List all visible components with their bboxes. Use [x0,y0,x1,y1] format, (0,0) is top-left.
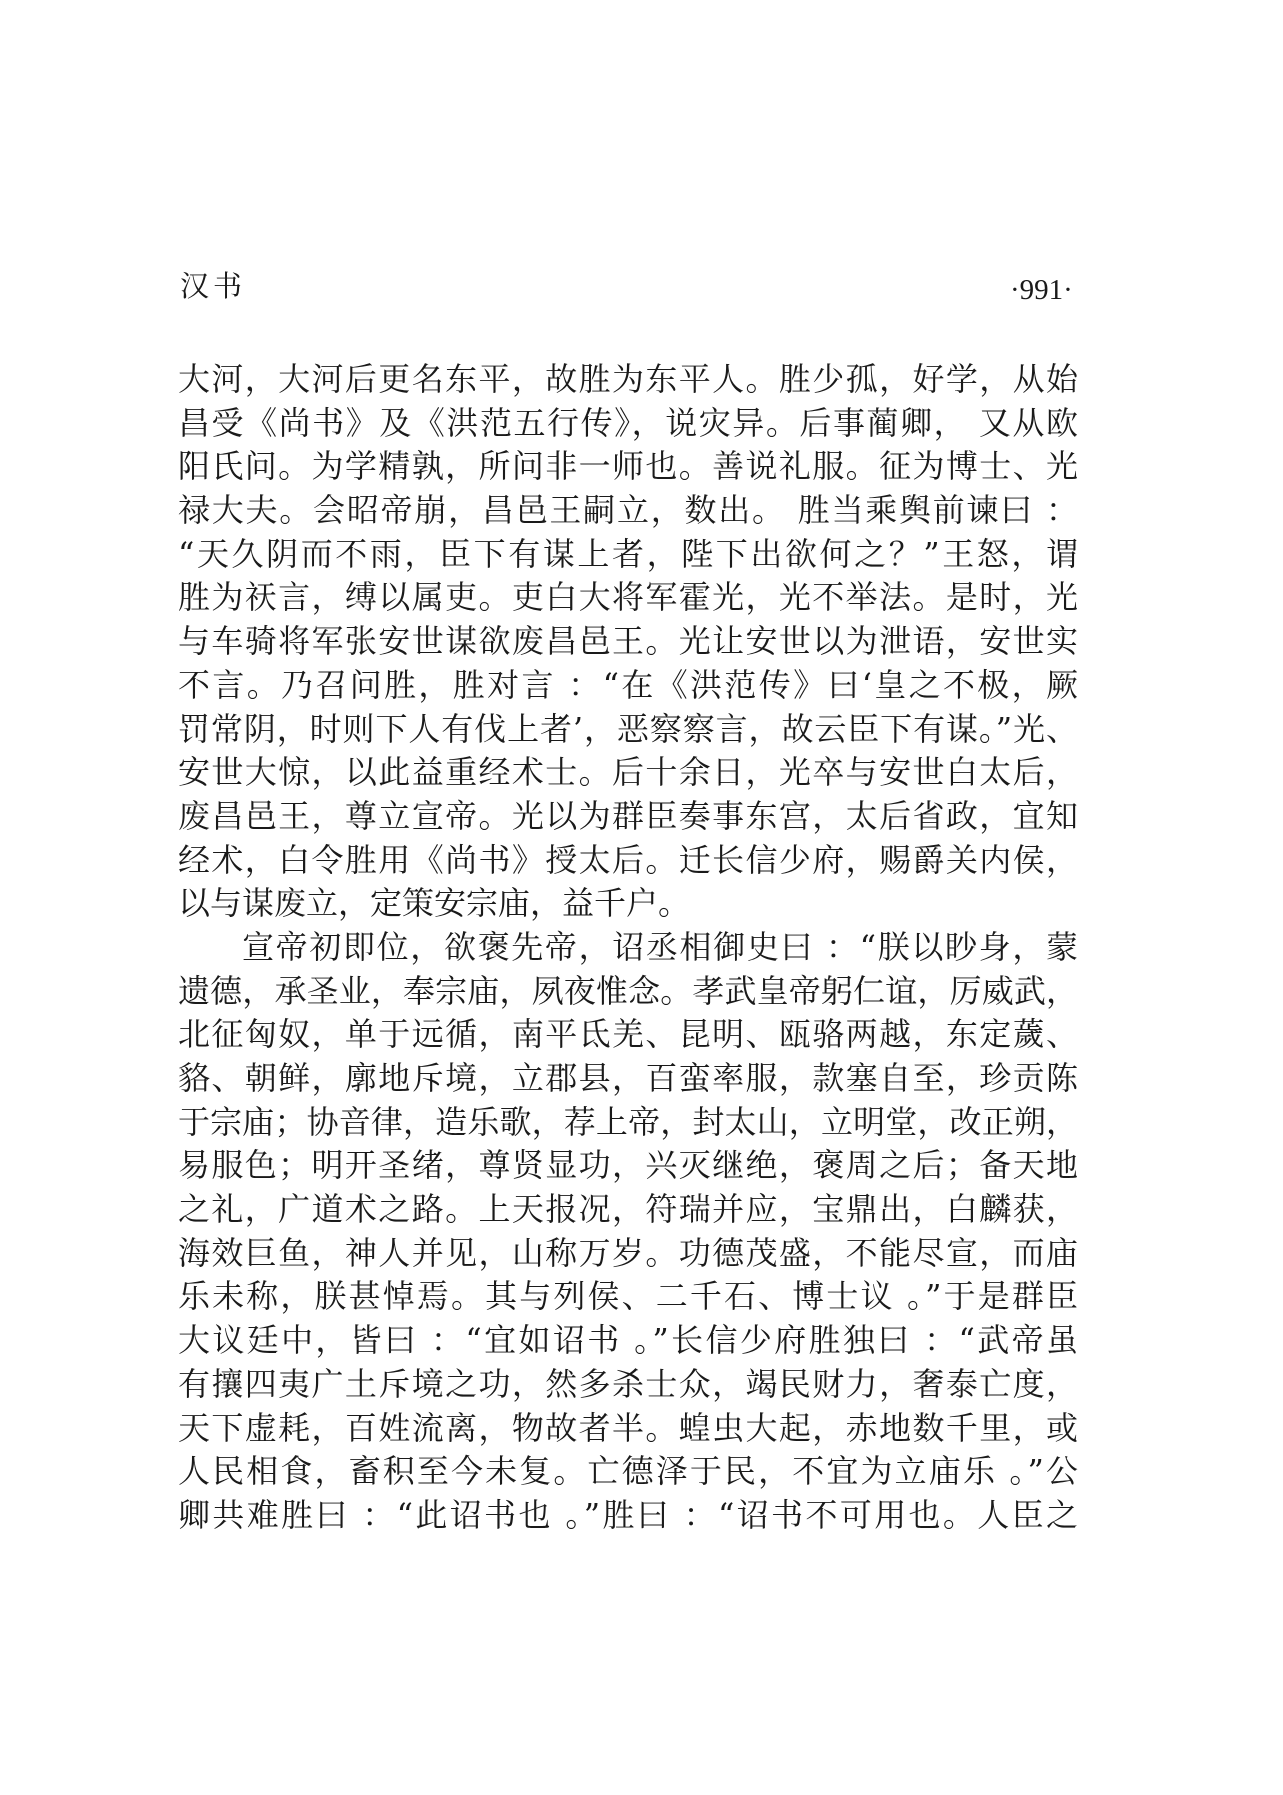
text-line: “天久阴而不雨，臣下有谋上者，陛下出欲何之？”王怒，谓 [178,534,1078,573]
text-line: 有攘四夷广土斥境之功，然多杀士众，竭民财力，奢泰亡度， [178,1364,1078,1403]
text-line: 禄大夫。会昭帝崩，昌邑王嗣立，数出。 胜当乘舆前谏曰 ： [178,491,1078,530]
page-number: ·991· [1010,274,1073,306]
text-line: 乐未称，朕甚悼焉。其与列侯、二千石、博士议 。”于是群臣 [178,1277,1078,1316]
text-line: 北征匈奴，单于远循，南平氐羌、昆明、瓯骆两越，东定薉、 [178,1015,1078,1054]
text-line: 以与谋废立，定策安宗庙，益千户。 [178,884,691,923]
running-head-title: 汉书 [180,269,247,303]
text-line: 安世大惊，以此益重经术士。后十余日，光卒与安世白太后， [178,753,1078,792]
text-line: 大议廷中，皆曰 ：“宜如诏书 。”长信少府胜独曰 ：“武帝虽 [178,1321,1078,1360]
text-line: 海效巨鱼，神人并见，山称万岁。功德茂盛，不能尽宣，而庙 [178,1233,1078,1272]
text-line: 于宗庙；协音律，造乐歌，荐上帝，封太山，立明堂，改正朔， [178,1102,1078,1141]
text-line: 貉、朝鲜，廓地斥境，立郡县，百蛮率服，款塞自至，珍贡陈 [178,1059,1078,1097]
text-line: 遗德，承圣业，奉宗庙，夙夜惟念。孝武皇帝躬仁谊，厉威武， [178,971,1078,1010]
paragraph-first-line: 宣帝初即位，欲褒先帝，诏丞相御史曰 ：“朕以眇身，蒙 [242,927,1078,966]
text-line: 易服色；明开圣绪，尊贤显功，兴灭继绝，褒周之后；备天地 [178,1146,1078,1185]
text-line: 天下虚耗，百姓流离，物故者半。蝗虫大起，赤地数千里，或 [178,1408,1078,1447]
text-line: 胜为祆言，缚以属吏。吏白大将军霍光，光不举法。是时，光 [178,578,1078,617]
text-line: 人民相食，畜积至今未复。亡德泽于民，不宜为立庙乐 。”公 [178,1452,1078,1491]
text-line: 昌受《尚书》及《洪范五行传》，说灾异。后事蔺卿， 又从欧 [178,403,1078,442]
text-line: 废昌邑王，尊立宣帝。光以为群臣奏事东宫，太后省政，宜知 [178,796,1078,835]
text-line: 罚常阴，时则下人有伐上者’，恶察察言，故云臣下有谋。”光、 [178,709,1078,748]
text-line: 与车骑将军张安世谋欲废昌邑王。光让安世以为泄语，安世实 [178,622,1078,661]
text-line: 卿共难胜曰 ：“此诏书也 。”胜曰 ：“诏书不可用也。人臣之 [178,1495,1078,1534]
text-line: 经术，白令胜用《尚书》授太后。迁长信少府，赐爵关内侯， [178,840,1078,879]
text-line: 大河，大河后更名东平，故胜为东平人。胜少孤，好学，从始 [178,360,1078,398]
text-line: 之礼，广道术之路。上天报况，符瑞并应，宝鼎出，白麟获， [178,1190,1078,1229]
body-text [178,358,1078,1538]
text-line: 阳氏问。为学精孰，所问非一师也。善说礼服。征为博士、光 [178,447,1078,486]
text-line: 不言。乃召问胜，胜对言 ：“在《洪范传》曰‘皇之不极，厥 [178,665,1078,704]
